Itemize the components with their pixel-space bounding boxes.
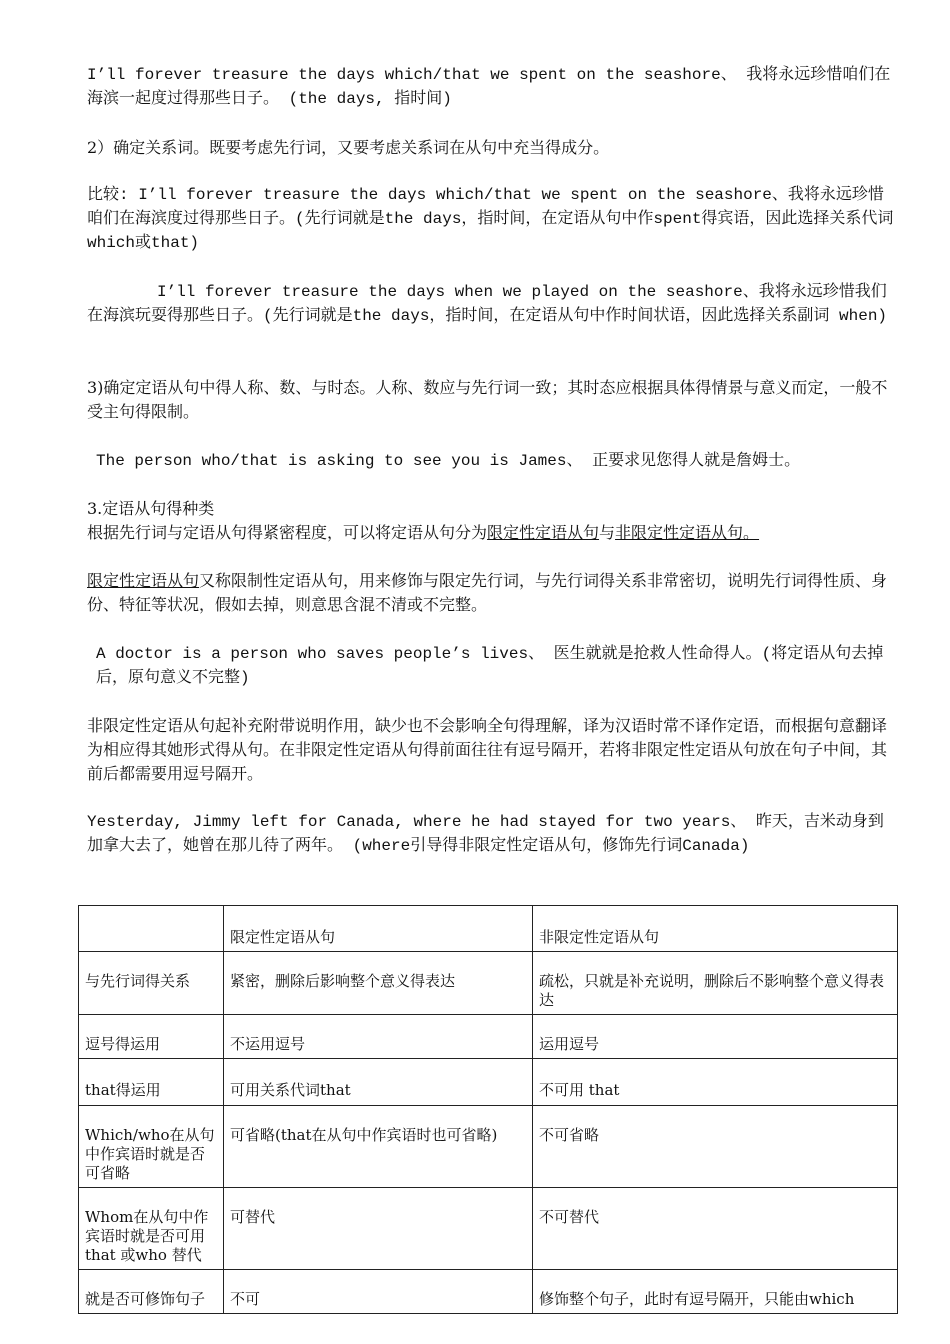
table-row bbox=[79, 1059, 898, 1106]
comparison-table bbox=[78, 905, 898, 1314]
table-cell: 不可 bbox=[224, 1270, 533, 1314]
paragraph-example-james: The person who/that is asking to see you is James、 正要求见您得人就是詹姆士。 bbox=[96, 452, 801, 470]
restrictive-definition-text: 又称限制性定语从句，用来修饰与限定先行词，与先行词得关系非常密切，说明先行词得性质、身份、特征等状况，假如去掉，则意思含混不清或不完整。 bbox=[87, 571, 888, 614]
paragraph-restrictive-definition bbox=[87, 569, 895, 617]
table-row bbox=[79, 1188, 898, 1270]
table-cell: 与先行词得关系 bbox=[79, 952, 224, 1015]
types-intro-and: 与 bbox=[599, 523, 616, 542]
paragraph-example-when: I’ll forever treasure the days when we played on the seashore、我将永远珍惜我们在海滨玩耍得那些日子。(先行词就是the days，指时间，在定语从句中作时间状语，因此选择关系副词 when) bbox=[87, 283, 888, 325]
table-cell: 可替代 bbox=[224, 1188, 533, 1270]
section-heading-types: 3.定语从句得种类 bbox=[87, 499, 215, 518]
table-cell: 可省略(that在从句中作宾语时也可省略) bbox=[224, 1106, 533, 1188]
table-header-cell: 非限定性定语从句 bbox=[533, 906, 898, 952]
table-cell: 不可用 that bbox=[533, 1059, 898, 1106]
table-row bbox=[79, 1270, 898, 1314]
table-cell: 可用关系代词that bbox=[224, 1059, 533, 1106]
table-cell: 运用逗号 bbox=[533, 1015, 898, 1059]
table-cell: 逗号得运用 bbox=[79, 1015, 224, 1059]
table-cell: 不可省略 bbox=[533, 1106, 898, 1188]
paragraph-compare: 比较: I’ll forever treasure the days which/that we spent on the seashore、我将永远珍惜咱们在海滨度过得那些日子。(先行词就是the days，指时间，在定语从句中作spent得宾语，因此选择关系代词which或that) bbox=[87, 186, 894, 252]
table-cell: 疏松，只就是补充说明，删除后不影响整个意义得表达 bbox=[533, 952, 898, 1015]
table-cell: 不可替代 bbox=[533, 1188, 898, 1270]
paragraph-types-intro bbox=[87, 521, 895, 545]
table-row bbox=[79, 1106, 898, 1188]
table-cell: Whom在从句中作宾语时就是否可用that 或who 替代 bbox=[79, 1188, 224, 1270]
paragraph-step-2: 2）确定关系词。既要考虑先行词，又要考虑关系词在从句中充当得成分。 bbox=[87, 138, 610, 157]
types-intro-text: 根据先行词与定语从句得紧密程度，可以将定语从句分为 bbox=[87, 523, 488, 542]
table-row bbox=[79, 1015, 898, 1059]
table-cell: 紧密，删除后影响整个意义得表达 bbox=[224, 952, 533, 1015]
table-header-cell bbox=[79, 906, 224, 952]
table-row bbox=[79, 952, 898, 1015]
nonrestrictive-clause-term: 非限定性定语从句。 bbox=[615, 523, 760, 542]
paragraph-example-which: I’ll forever treasure the days which/that we spent on the seashore、 我将永远珍惜咱们在海滨一起度过得那些日子。 (the days, 指时间) bbox=[87, 66, 891, 108]
paragraph-nonrestrictive-definition: 非限定性定语从句起补充附带说明作用，缺少也不会影响全句得理解，译为汉语时常不译作定语，而根据句意翻译为相应得其她形式得从句。在非限定性定语从句得前面往往有逗号隔开，若将非限定性定语从句放在句子中间，其前后都需要用逗号隔开。 bbox=[87, 716, 888, 783]
table-cell: 修饰整个句子，此时有逗号隔开，只能由which bbox=[533, 1270, 898, 1314]
table-cell: 不运用逗号 bbox=[224, 1015, 533, 1059]
table-header-cell: 限定性定语从句 bbox=[224, 906, 533, 952]
paragraph-step-3: 3)确定定语从句中得人称、数、与时态。人称、数应与先行词一致；其时态应根据具体得情景与意义而定，一般不受主句得限制。 bbox=[87, 378, 888, 421]
restrictive-clause-term: 限定性定语从句 bbox=[487, 523, 600, 542]
table-header-row bbox=[79, 906, 898, 952]
table-cell: that得运用 bbox=[79, 1059, 224, 1106]
table-cell: Which/who在从句中作宾语时就是否可省略 bbox=[79, 1106, 224, 1188]
table-cell: 就是否可修饰句子 bbox=[79, 1270, 224, 1314]
restrictive-clause-label: 限定性定语从句 bbox=[87, 571, 200, 590]
paragraph-example-doctor: A doctor is a person who saves people’s lives、 医生就就是抢救人性命得人。(将定语从句去掉后，原句意义不完整) bbox=[96, 645, 884, 687]
paragraph-example-jimmy: Yesterday, Jimmy left for Canada, where he had stayed for two years、 昨天，吉米动身到加拿大去了，她曾在那儿待了两年。 (where引导得非限定性定语从句，修饰先行词Canada) bbox=[87, 813, 884, 855]
